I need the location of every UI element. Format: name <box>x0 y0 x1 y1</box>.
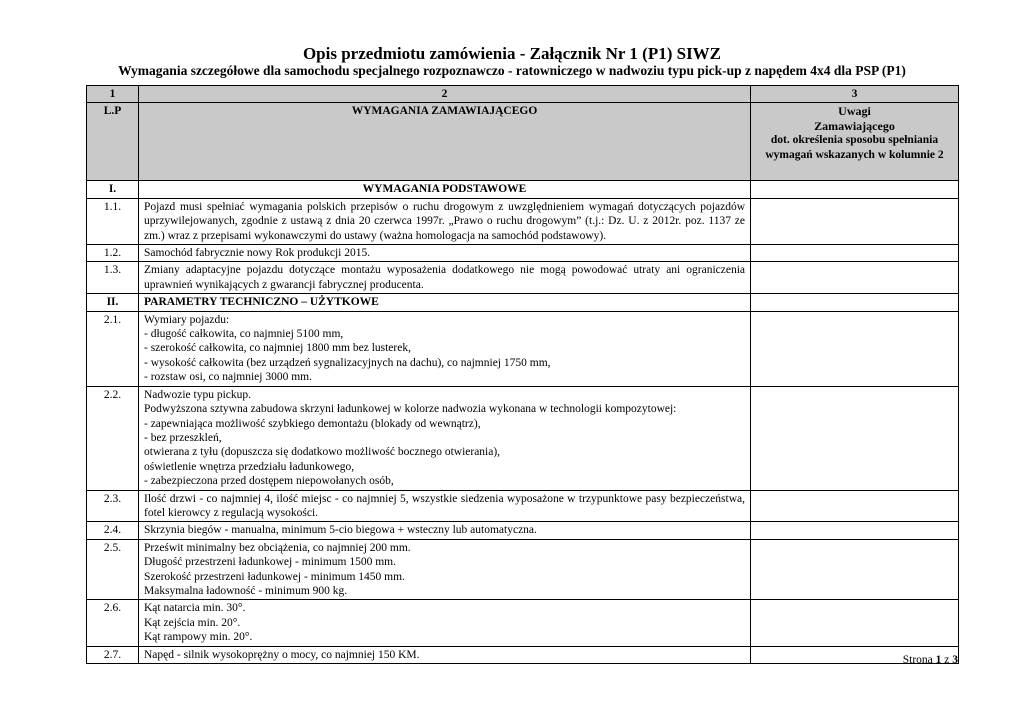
notes-cell <box>751 198 959 244</box>
page-number: 1 <box>935 654 942 666</box>
row-number: 2.2. <box>87 386 139 490</box>
row-number: 2.7. <box>87 646 139 663</box>
header-lp: L.P <box>87 103 139 181</box>
requirement-line: Maksymalna ładowność - minimum 900 kg. <box>144 584 348 597</box>
section-title: PARAMETRY TECHNICZNO – UŻYTKOWE <box>139 294 751 311</box>
requirement-text <box>139 386 751 490</box>
header-notes-line: dot. określenia sposobu spełniania <box>770 134 939 147</box>
table-row <box>87 522 959 539</box>
requirement-line: Szerokość przestrzeni ładunkowej - minimum 1450 mm. <box>144 570 405 583</box>
requirement-line: - zapewniająca możliwość szybkiego demontażu (blokady od wewnątrz), <box>144 417 481 430</box>
notes-cell <box>751 245 959 262</box>
requirement-line: - zabezpieczona przed dostępem niepowołanych osób, <box>144 475 394 488</box>
table-row <box>87 490 959 522</box>
notes-cell <box>751 386 959 490</box>
section-row <box>87 294 959 311</box>
notes-cell <box>751 539 959 600</box>
header-notes-line: wymagań wskazanych w kolumnie 2 <box>765 148 944 161</box>
table-row <box>87 262 959 294</box>
requirement-text <box>139 311 751 386</box>
table-row <box>87 245 959 262</box>
header-requirements: WYMAGANIA ZAMAWIAJĄCEGO <box>139 103 751 181</box>
notes-cell <box>751 311 959 386</box>
header-notes-line: Zamawiającego <box>814 118 895 133</box>
requirement-line: Prześwit minimalny bez obciążenia, co najmniej 200 mm. <box>144 541 411 554</box>
column-number-3: 3 <box>751 86 959 103</box>
requirement-text: Pojazd musi spełniać wymagania polskich przepisów o ruchu drogowym z uwzględnieniem wymagań dotyczących pojazdów uprzywilejowanych, zgodnie z ustawą z dnia 20 czerwca 1997r. „Prawo o ruchu drogowym” (t.j.: Dz. U. z 2012r. poz. 1137 ze zm.) wraz z przepisami wykonawczymi do ustawy (ważna homologacja na samochód podstawowy). <box>139 198 751 244</box>
section-title: WYMAGANIA PODSTAWOWE <box>139 181 751 198</box>
notes-cell <box>751 600 959 646</box>
requirement-line: Długość przestrzeni ładunkowej - minimum 1500 mm. <box>144 556 396 569</box>
row-number: 1.1. <box>87 198 139 244</box>
requirement-text <box>139 539 751 600</box>
requirement-line: - rozstaw osi, co najmniej 3000 mm. <box>144 371 312 384</box>
notes-cell <box>751 490 959 522</box>
requirement-line: oświetlenie wnętrza przedziału ładunkowego, <box>144 460 355 473</box>
requirement-text: Napęd - silnik wysokoprężny o mocy, co najmniej 150 KM. <box>139 646 751 663</box>
row-number: 2.5. <box>87 539 139 600</box>
page-total: 3 <box>952 654 958 666</box>
row-number: 1.3. <box>87 262 139 294</box>
row-number: 2.6. <box>87 600 139 646</box>
table-row <box>87 386 959 490</box>
page-footer <box>903 654 958 666</box>
row-number: 1.2. <box>87 245 139 262</box>
requirement-text: Ilość drzwi - co najmniej 4, ilość miejsc - co najmniej 5, wszystkie siedzenia wyposażone w trzypunktowe pasy bezpieczeństwa, fotel kierowcy z regulacją wysokości. <box>139 490 751 522</box>
row-number: 2.4. <box>87 522 139 539</box>
requirement-line: Kąt natarcia min. 30°. <box>144 602 246 615</box>
requirement-line: Podwyższona sztywna zabudowa skrzyni ładunkowej w kolorze nadwozia wykonana w technologii kompozytowej: <box>144 403 677 416</box>
section-number: I. <box>87 181 139 198</box>
section-row <box>87 181 959 198</box>
header-notes-line: Uwagi <box>838 104 871 119</box>
table-row <box>87 198 959 244</box>
column-number-2: 2 <box>139 86 751 103</box>
requirement-text: Samochód fabrycznie nowy Rok produkcji 2015. <box>139 245 751 262</box>
requirement-line: Wymiary pojazdu: <box>144 313 230 326</box>
notes-cell <box>751 262 959 294</box>
document-subtitle: Wymagania szczegółowe dla samochodu specjalnego rozpoznawczo - ratowniczego w nadwoziu typu pick-up z napędem 4x4 dla PSP (P1) <box>118 63 906 78</box>
column-header-row <box>87 103 959 181</box>
table-row <box>87 646 959 663</box>
requirement-line: Nadwozie typu pickup. <box>144 388 251 401</box>
table-row <box>87 600 959 646</box>
column-number-row <box>87 86 959 103</box>
requirement-line: - wysokość całkowita (bez urządzeń sygnalizacyjnych na dachu), co najmniej 1750 mm, <box>144 356 551 369</box>
table-body <box>87 181 959 664</box>
table-row <box>87 311 959 386</box>
page-sep: z <box>944 654 950 666</box>
section-number: II. <box>87 294 139 311</box>
document-title: Opis przedmiotu zamówienia - Załącznik Nr 1 (P1) SIWZ <box>302 44 722 63</box>
header-notes <box>751 103 959 181</box>
requirements-table <box>86 85 959 664</box>
requirement-text: Skrzynia biegów - manualna, minimum 5-cio biegowa + wsteczny lub automatyczna. <box>139 522 751 539</box>
requirement-line: Kąt zejścia min. 20°. <box>144 616 241 629</box>
notes-cell <box>751 294 959 311</box>
requirement-line: - długość całkowita, co najmniej 5100 mm, <box>144 328 344 341</box>
table-row <box>87 539 959 600</box>
row-number: 2.3. <box>87 490 139 522</box>
row-number: 2.1. <box>87 311 139 386</box>
requirement-text: Zmiany adaptacyjne pojazdu dotyczące montażu wyposażenia dodatkowego nie mogą powodować utraty ani ograniczenia uprawnień wynikających z gwarancji fabrycznej producenta. <box>139 262 751 294</box>
page-label: Strona <box>902 654 933 666</box>
notes-cell <box>751 522 959 539</box>
requirement-line: - szerokość całkowita, co najmniej 1800 mm bez lusterek, <box>144 342 411 355</box>
notes-cell <box>751 181 959 198</box>
requirement-text <box>139 600 751 646</box>
column-number-1: 1 <box>87 86 139 103</box>
requirement-line: otwierana z tyłu (dopuszcza się dodatkowo możliwość bocznego otwierania), <box>144 446 501 459</box>
requirement-line: - bez przeszkleń, <box>144 431 222 444</box>
requirement-line: Kąt rampowy min. 20°. <box>144 631 253 644</box>
